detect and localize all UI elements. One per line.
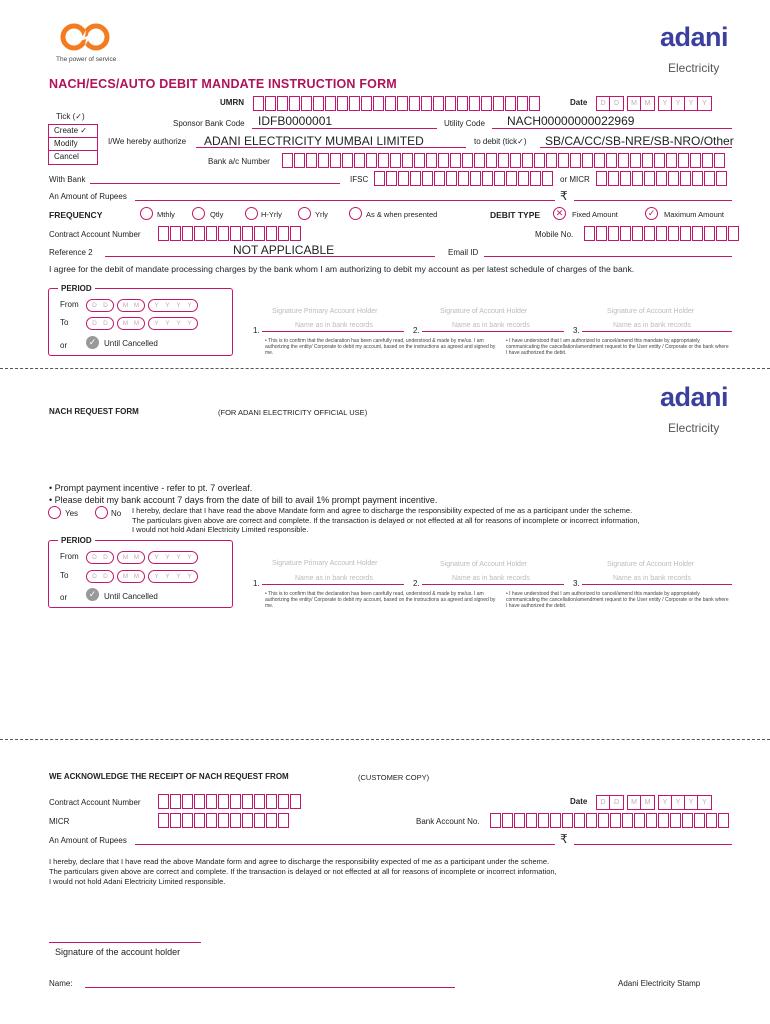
freq-qtly-radio[interactable] <box>192 207 205 220</box>
bullet-incentive: • Prompt payment incentive - refer to pt. 7 overleaf. <box>49 483 253 493</box>
until-cancelled-label: Until Cancelled <box>104 339 158 348</box>
name-label-1: Name as in bank records <box>295 322 373 329</box>
freq-as-presented-label: As & when presented <box>366 210 438 219</box>
ack-rupee-icon: ₹ <box>560 832 568 846</box>
sig3-line[interactable] <box>582 331 732 332</box>
nach-declare-3: I would not hold Adani Electricity Limited responsible. <box>132 525 309 534</box>
sig2-line[interactable] <box>422 331 564 332</box>
ack-signature-label: Signature of the account holder <box>55 947 181 957</box>
brand-tagline: The power of service <box>56 56 117 63</box>
no-radio[interactable] <box>95 506 108 519</box>
name-label-3b: Name as in bank records <box>613 575 691 582</box>
email-label: Email ID <box>448 248 479 257</box>
tick-label: Tick (✓) <box>56 112 85 121</box>
sig1-label: Signature Primary Account Holder <box>272 308 378 315</box>
sig3-number: 3. <box>573 326 580 335</box>
brand-sub: Electricity <box>668 61 720 75</box>
sig2-label: Signature of Account Holder <box>440 308 528 315</box>
from-date[interactable]: D D M M Y Y Y Y <box>86 299 198 312</box>
freq-qtly-label: Qtly <box>210 210 224 219</box>
sig2-number: 2. <box>413 326 420 335</box>
note-cancel-2: • I have understood that I am authorized to cancel/amend this mandate by appropriately communicating the cancellation/amendment request to the User entity / Corporate or the bank where I have authorized the debit. <box>506 591 729 609</box>
period-label: PERIOD <box>58 284 95 293</box>
freq-mthly-radio[interactable] <box>140 207 153 220</box>
modify-option[interactable]: Modify <box>49 138 97 151</box>
authorize-label: I/We hereby authorize <box>108 137 187 146</box>
debit-value[interactable]: SB/CA/CC/SB-NRE/SB-NRO/Other <box>545 134 734 148</box>
from-date-2[interactable]: D D M M Y Y Y Y <box>86 551 198 564</box>
nach-declare-1: I hereby, declare that I have read the above Mandate form and agree to discharge the responsibility expected of me as a participant under the scheme. <box>132 506 633 515</box>
cut-line <box>0 368 770 369</box>
rupee-icon: ₹ <box>560 189 568 203</box>
ack-declare-3: I would not hold Adani Electricity Limited responsible. <box>49 877 226 886</box>
contract-label: Contract Account Number <box>49 230 141 239</box>
yes-label: Yes <box>65 509 79 518</box>
date-boxes[interactable]: D D M M Y Y Y Y <box>596 96 712 111</box>
ack-declare-1: I hereby, declare that I have read the above Mandate form and agree to discharge the responsibility expected of me as a participant under the scheme. <box>49 857 550 866</box>
sig3-line-2[interactable] <box>582 584 732 585</box>
name-label-2b: Name as in bank records <box>452 575 530 582</box>
ack-amount-label: An Amount of Rupees <box>49 836 127 845</box>
ack-name-label: Name: <box>49 979 73 988</box>
nach-declare-2: The particulars given above are correct and complete. If the transaction is delayed or not effected at all for reasons of incomplete or incorrect information, <box>132 516 640 525</box>
fixed-amount-label: Fixed Amount <box>572 210 618 219</box>
cancel-option[interactable]: Cancel <box>54 152 79 161</box>
sig1-number: 1. <box>253 326 260 335</box>
freq-yrly-label: Yrly <box>315 210 328 219</box>
micr-boxes[interactable] <box>596 171 728 186</box>
utility-value[interactable]: NACH00000000022969 <box>507 114 635 128</box>
ifsc-boxes[interactable] <box>374 171 554 186</box>
sponsor-value[interactable]: IDFB0000001 <box>258 114 333 128</box>
mobile-boxes[interactable] <box>584 226 740 241</box>
until-cancelled-check-icon[interactable]: ✓ <box>86 336 99 349</box>
ref2-label: Reference 2 <box>49 248 93 257</box>
sig2-line-2[interactable] <box>422 584 564 585</box>
sponsor-label: Sponsor Bank Code <box>173 119 245 128</box>
umrn-label: UMRN <box>220 98 244 107</box>
with-bank-label: With Bank <box>49 175 86 184</box>
agree-text: I agree for the debit of mandate processing charges by the bank whom I am authorizing to debit my account as per latest schedule of charges of the bank. <box>49 264 635 274</box>
from-label: From <box>60 300 79 309</box>
to-date-2[interactable]: D D M M Y Y Y Y <box>86 570 198 583</box>
sig3-label-2: Signature of Account Holder <box>607 561 695 568</box>
ack-declare-2: The particulars given above are correct and complete. If the transaction is delayed or not effected at all for reasons of incomplete or incorrect information, <box>49 867 557 876</box>
create-option[interactable]: Create ✓ <box>49 125 97 138</box>
utility-label: Utility Code <box>444 119 485 128</box>
name-label-1b: Name as in bank records <box>295 575 373 582</box>
date-label: Date <box>570 98 588 107</box>
ack-bank-boxes[interactable] <box>490 813 730 828</box>
mobile-label: Mobile No. <box>535 230 574 239</box>
note-cancel: • I have understood that I am authorized to cancel/amend this mandate by appropriately communicating the cancellation/amendment request to the User entity / Corporate or the bank where I have authorized the debit. <box>506 338 729 356</box>
yes-radio[interactable] <box>48 506 61 519</box>
ack-contract-boxes[interactable] <box>158 794 302 809</box>
sig2-number-2: 2. <box>413 579 420 588</box>
form-title: NACH/ECS/AUTO DEBIT MANDATE INSTRUCTION FORM <box>49 77 397 91</box>
ack-signature-line[interactable] <box>49 942 201 943</box>
or-label: or <box>60 341 68 350</box>
authorize-value[interactable]: ADANI ELECTRICITY MUMBAI LIMITED <box>204 134 424 148</box>
ref2-value[interactable]: NOT APPLICABLE <box>233 243 335 257</box>
sig2-label-2: Signature of Account Holder <box>440 561 528 568</box>
debit-type-label: DEBIT TYPE <box>490 210 541 220</box>
adani-logo-2: adani <box>660 382 729 412</box>
to-date[interactable]: D D M M Y Y Y Y <box>86 317 198 330</box>
nach-title: NACH REQUEST FORM <box>49 407 139 416</box>
brand-sub-2: Electricity <box>668 421 720 435</box>
freq-hyrly-label: H-Yrly <box>261 210 282 219</box>
sig1-line[interactable] <box>262 331 404 332</box>
freq-yrly-radio[interactable] <box>298 207 311 220</box>
mandate-type-box <box>48 124 98 165</box>
note-confirm-2: • This is to confirm that the declaration has been carefully read, understood & made by me/us. I am authorizing the entity/ Corporate to debit my account, based on the instructions as agreed and signed by me. <box>265 591 496 609</box>
frequency-label: FREQUENCY <box>49 210 103 220</box>
sig3-number-2: 3. <box>573 579 580 588</box>
from-label-2: From <box>60 552 79 561</box>
ifsc-label: IFSC <box>350 175 369 184</box>
sig1-number-2: 1. <box>253 579 260 588</box>
bank-ac-boxes[interactable] <box>282 153 726 168</box>
to-label: To <box>60 318 69 327</box>
fixed-amount-radio[interactable]: ✕ <box>553 207 566 220</box>
ack-micr-boxes[interactable] <box>158 813 290 828</box>
ack-date-boxes[interactable]: D D M M Y Y Y Y <box>596 795 712 810</box>
ack-stamp-label: Adani Electricity Stamp <box>618 979 701 988</box>
micr-label: or MICR <box>560 175 590 184</box>
sig1-line-2[interactable] <box>262 584 404 585</box>
until-cancelled-label-2: Until Cancelled <box>104 592 158 601</box>
period-label-2: PERIOD <box>58 536 95 545</box>
ack-contract-label: Contract Account Number <box>49 798 141 807</box>
name-label-3: Name as in bank records <box>613 322 691 329</box>
adani-logo: adani <box>660 22 729 52</box>
bank-ac-label: Bank a/c Number <box>208 157 270 166</box>
ack-bank-label: Bank Account No. <box>416 817 480 826</box>
maximum-amount-label: Maximum Amount <box>664 210 725 219</box>
sig1-label-2: Signature Primary Account Holder <box>272 560 378 567</box>
adani-electricity-logo-icon <box>60 22 112 54</box>
amount-label: An Amount of Rupees <box>49 192 127 201</box>
sig3-label: Signature of Account Holder <box>607 308 695 315</box>
contract-boxes[interactable] <box>158 226 302 241</box>
ack-name-field[interactable] <box>85 987 455 988</box>
maximum-amount-radio[interactable]: ✓ <box>645 207 658 220</box>
to-label-2: To <box>60 571 69 580</box>
or-label-2: or <box>60 593 68 602</box>
until-cancelled-check-icon-2[interactable]: ✓ <box>86 588 99 601</box>
note-confirm: • This is to confirm that the declaration has been carefully read, understood & made by me/us. I am authorizing the entity/ Corporate to debit my account, based on the instructions as agreed and signed by me. <box>265 338 496 356</box>
nach-official: (FOR ADANI ELECTRICITY OFFICIAL USE) <box>218 408 368 417</box>
freq-hyrly-radio[interactable] <box>245 207 258 220</box>
ack-title: WE ACKNOWLEDGE THE RECEIPT OF NACH REQUEST FROM <box>49 772 289 781</box>
name-label-2: Name as in bank records <box>452 322 530 329</box>
ack-date-label: Date <box>570 797 588 806</box>
ack-micr-label: MICR <box>49 817 70 826</box>
freq-mthly-label: Mthly <box>157 210 175 219</box>
bullet-debit: • Please debit my bank account 7 days from the date of bill to avail 1% prompt payment incentive. <box>49 495 438 505</box>
debit-label: to debit (tick✓) <box>474 137 527 146</box>
freq-as-presented-radio[interactable] <box>349 207 362 220</box>
umrn-boxes[interactable] <box>253 96 541 111</box>
ack-copy: (CUSTOMER COPY) <box>358 773 430 782</box>
cut-line-2 <box>0 739 770 740</box>
no-label: No <box>111 509 122 518</box>
